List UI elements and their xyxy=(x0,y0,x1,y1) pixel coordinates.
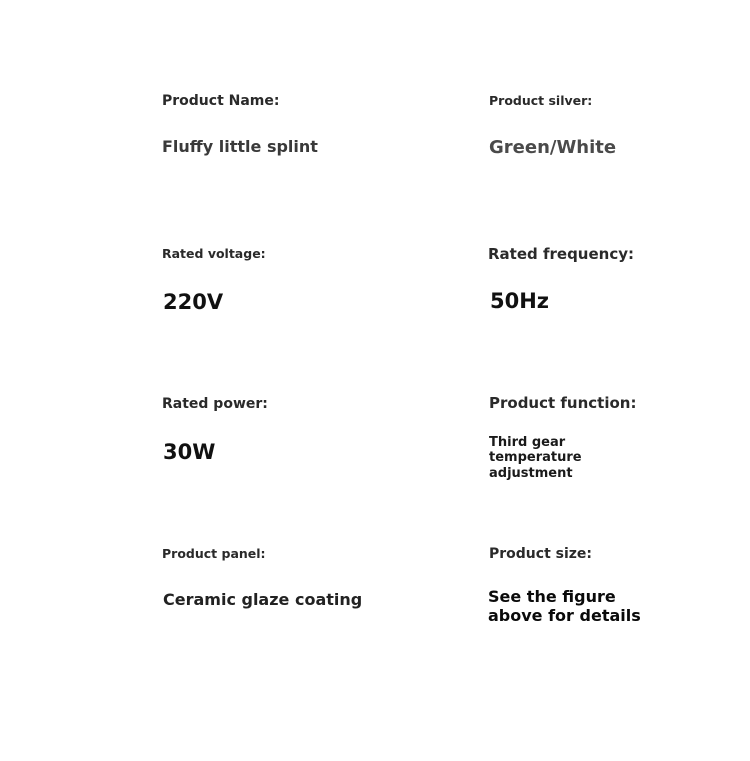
spec-label: Product function: xyxy=(489,394,637,412)
spec-value: Ceramic glaze coating xyxy=(163,590,363,609)
spec-value: Third gear temperature adjustment xyxy=(489,435,582,481)
spec-label: Product silver: xyxy=(489,93,593,108)
spec-label: Rated power: xyxy=(162,396,268,412)
spec-value: See the figure above for details xyxy=(488,587,641,626)
spec-label: Product Name: xyxy=(162,93,280,109)
spec-label: Product size: xyxy=(489,546,593,562)
spec-value: Fluffy little splint xyxy=(162,137,318,156)
spec-value: 30W xyxy=(163,440,216,464)
spec-label: Rated frequency: xyxy=(488,245,635,263)
spec-value: 50Hz xyxy=(490,289,550,313)
spec-label: Rated voltage: xyxy=(162,246,266,261)
spec-label: Product panel: xyxy=(162,546,266,561)
spec-value: 220V xyxy=(163,290,224,314)
spec-value: Green/White xyxy=(489,137,617,158)
